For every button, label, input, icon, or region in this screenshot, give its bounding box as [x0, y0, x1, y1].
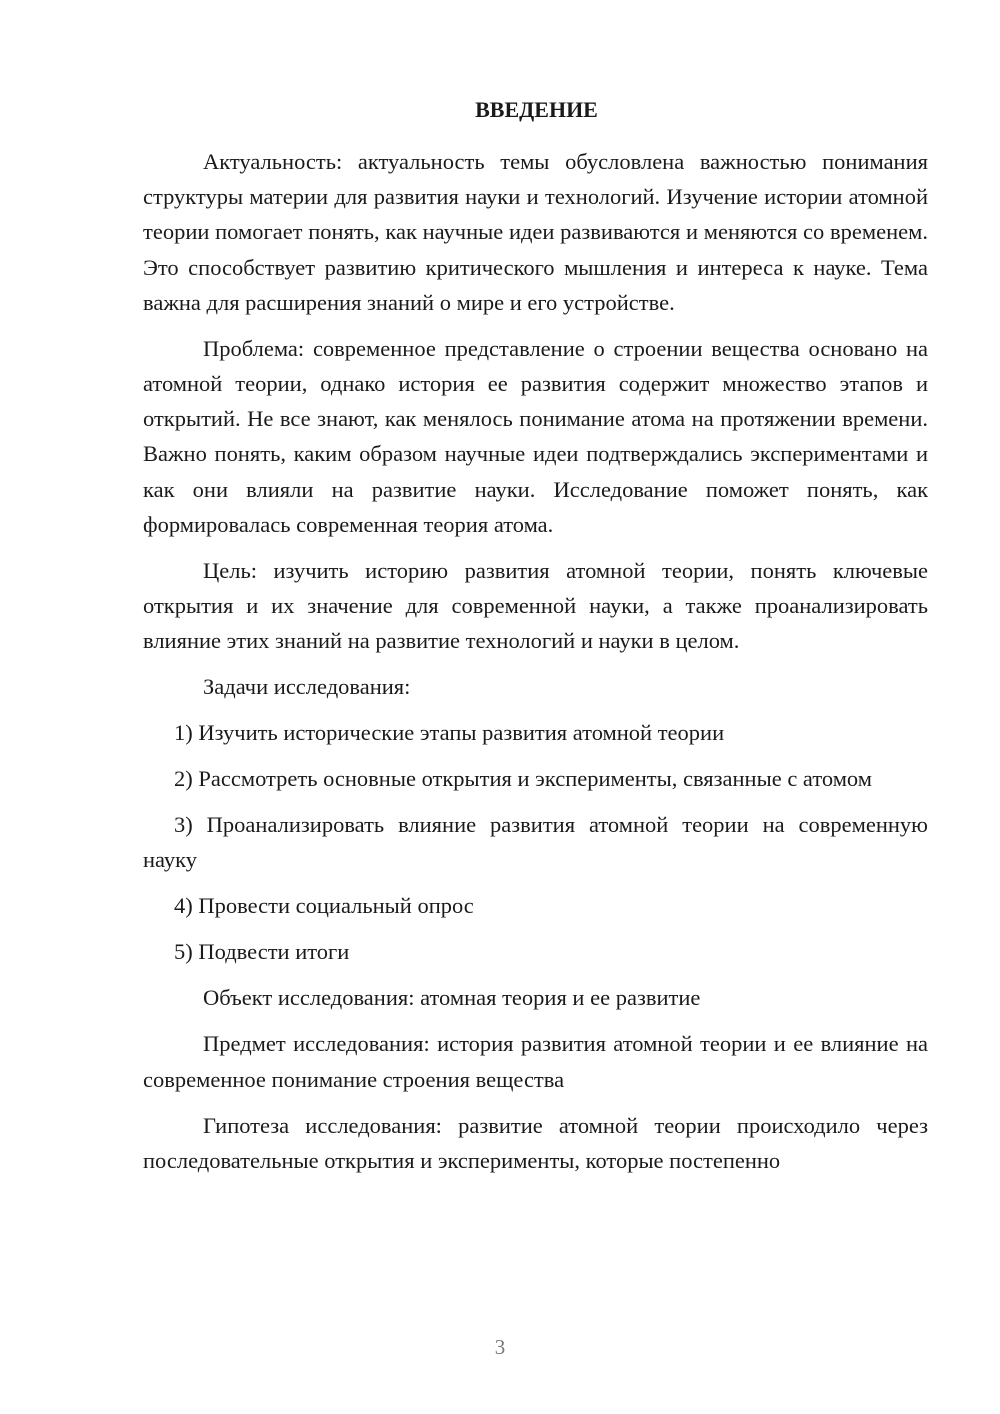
- page-title: ВВЕДЕНИЕ: [475, 97, 598, 122]
- subject-paragraph: Предмет исследования: история развития атомной теории и ее влияние на современное понимание строения вещества: [143, 1031, 928, 1092]
- hypothesis-paragraph: Гипотеза исследования: развитие атомной теории происходило через последовательные открытия и эксперименты, которые постепенно: [143, 1112, 928, 1173]
- page-number: 3: [494, 1335, 506, 1359]
- task-item-1: 1) Изучить исторические этапы развития атомной теории: [174, 720, 725, 746]
- goal-paragraph: Цель: изучить историю развития атомной теории, понять ключевые открытия и их значение для современной науки, а также проанализировать влияние этих знаний на развитие технологий и науки в целом.: [143, 557, 928, 654]
- task-item-3: 3) Проанализировать влияние развития атомной теории на современную науку: [143, 812, 928, 873]
- tasks-title: Задачи исследования:: [203, 674, 411, 700]
- problem-paragraph: Проблема: современное представление о строении вещества основано на атомной теории, однако история ее развития содержит множество этапов и открытий. Не все знают, как менялось понимание атома на протяжении времени. Важно понять, каким образом научные идеи подтверждались экспериментами и как они влияли на развитие науки. Исследование поможет понять, как формировалась современная теория атома.: [143, 335, 928, 537]
- object-paragraph: Объект исследования: атомная теория и ее развитие: [203, 985, 701, 1011]
- document-page: [143, 96, 928, 1178]
- task-item-4: 4) Провести социальный опрос: [174, 893, 474, 919]
- relevance-paragraph: Актуальность: актуальность темы обусловлена важностью понимания структуры материи для развития науки и технологий. Изучение истории атомной теории помогает понять, как научные идеи развиваются и меняются со временем. Это способствует развитию критического мышления и интереса к науке. Тема важна для расширения знаний о мире и его устройстве.: [143, 149, 928, 315]
- task-item-2: 2) Рассмотреть основные открытия и эксперименты, связанные с атомом: [174, 766, 872, 792]
- task-item-5: 5) Подвести итоги: [174, 939, 350, 965]
